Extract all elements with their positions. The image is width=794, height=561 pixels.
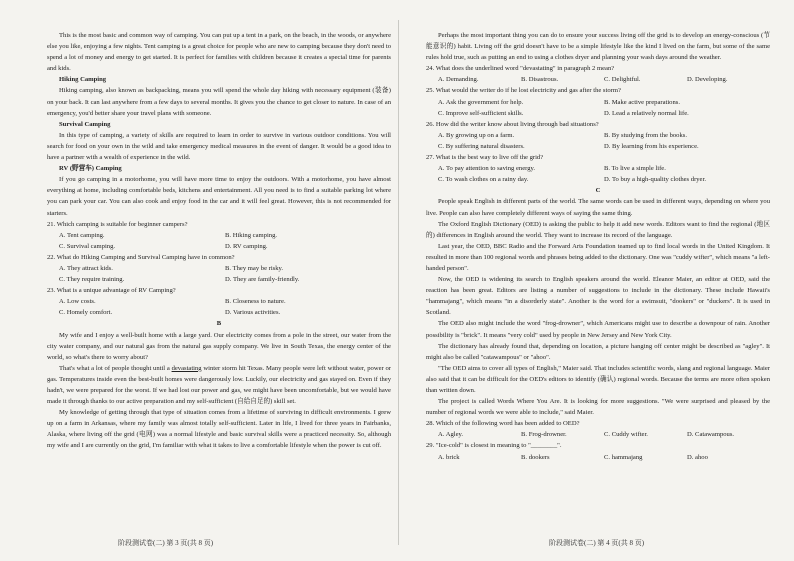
option: B. By studying from the books. xyxy=(604,131,687,139)
option: B. Closeness to nature. xyxy=(225,298,286,306)
option: A. Ask the government for help. xyxy=(438,98,524,106)
question-25-options xyxy=(426,97,770,119)
option: B. To live a simple life. xyxy=(604,165,666,173)
option: C. To wash clothes on a rainy day. xyxy=(438,176,529,184)
option: C. Cuddy wifter. xyxy=(604,431,648,439)
question-26-options xyxy=(426,130,770,152)
page-divider xyxy=(398,20,399,545)
hiking-paragraph: Hiking camping, also known as backpacking, means you will spend the whole day hiking with necessary equipment (装备) on your back. It can last anywhere from a few days to several months. It gives you the chance to get closer to nature. In case of an emergency, you'd better share your travel plans with someone. xyxy=(47,87,391,117)
c-paragraph-5: The OED also might include the word "frog-drowner", which Americans might use to describe a downpour of rain. Another possibility is "brick". It means "very cold" used by people in New Jersey and New York City. xyxy=(426,320,770,339)
question-26: 26. How did the writer know about living through bad situations? xyxy=(426,120,599,128)
option: B. Make active preparations. xyxy=(604,98,680,106)
c-paragraph-8: The project is called Words Where You Are. It is looking for more suggestions. "We were surprised and pleased by the number of regional words we were able to include," said Maier. xyxy=(426,398,770,417)
option: A. By growing up on a farm. xyxy=(438,131,515,139)
option: A. Agley. xyxy=(438,431,464,439)
option: D. Developing. xyxy=(687,76,728,84)
question-24-options xyxy=(426,74,770,85)
question-21: 21. Which camping is suitable for beginner campers? xyxy=(47,220,188,228)
option: A. They attract kids. xyxy=(59,264,113,272)
option: D. By learning from his experience. xyxy=(604,142,699,150)
intro-paragraph: This is the most basic and common way of camping. You can put up a tent in a park, on the beach, in the woods, or anywhere else you like, enjoying a few nights. Tent camping is a great choice for people who are new to camping because they don't need to spend a lot of money and energy to get started. It is perfect for families with children because it creates a special time for parents and kids. xyxy=(47,32,391,73)
question-23: 23. What is a unique advantage of RV Camping? xyxy=(47,287,176,295)
option: C. Delightful. xyxy=(604,76,641,84)
option: C. By suffering natural disasters. xyxy=(438,142,525,150)
page-3 xyxy=(47,30,391,452)
c-paragraph-3: Last year, the OED, BBC Radio and the Forward Arts Foundation teamed up to find local words in the United Kingdom. It resulted in more than 100 regional words and phrases being added to the dictionary. One was "cuddy wifter", which means "a left-handed person". xyxy=(426,242,770,272)
option: C. hammajang xyxy=(604,453,643,461)
question-21-options xyxy=(47,230,391,252)
option: A. Tent camping. xyxy=(59,231,105,239)
b-paragraph-3: My knowledge of getting through that type of situation comes from a lifetime of surviving in difficult environments. I grew up on a farm in Arkansas, where my family was almost totally self-sufficient. Later in life, I lived for three years in Fairbanks, Alaska, where living off the grid (电网) was a normal lifestyle and basic survival skills were a practiced necessity. So, although my wife and I are currently on the grid, I'm familiar with what it takes to live a comfortable lifestyle when the power is cut off. xyxy=(47,409,391,450)
option: A. Demanding. xyxy=(438,76,479,84)
option: C. They require training. xyxy=(59,276,125,284)
option: A. brick xyxy=(438,453,460,461)
survival-heading: Survival Camping xyxy=(59,120,111,128)
option: C. Homely comfort. xyxy=(59,309,113,317)
rv-paragraph: If you go camping in a motorhome, you will have more time to enjoy the outdoors. With a motorhome, you have almost everything at home, including comfortable beds, kitchens and entertainment. All you need is to find a suitable parking lot where you can park your car. You can also cook and enjoy food in the car and it will feel great. However, this is not recommended for starters. xyxy=(47,176,391,217)
c-paragraph-7: "The OED aims to cover all types of English," Maier said. That includes scientific words, slang and regional language. Maier also said that it can be difficult for the OED's editors to identify (确认) regional words. Because the terms are more often spoken than written down. xyxy=(426,364,770,394)
hiking-heading: Hiking Camping xyxy=(59,76,107,84)
option: B. They may be risky. xyxy=(225,264,284,272)
b-paragraph-2: That's what a lot of people thought until a devastating winter storm hit Texas. Many people were left without water, power or gas. Temperatures inside even the best-built homes were dangerously low. Luckily, our electricity and gas stayed on. Even if they hadn't, we were prepared for the worst. If we had lost our power and gas, we might have been uncomfortable, but we would have made it through thanks to our active preparation and my self-sufficient (自给自足的) skill set. xyxy=(47,364,391,406)
r-paragraph-1: Perhaps the most important thing you can do to ensure your success living off the grid is to develop an energy-conscious (节能意识的) habit. Living off the grid doesn't have to be a simple lifestyle like the kind I lived on the farm, but some of the same rules hold true, such as putting an end to using a clothes dryer and planning your wash days around the weather. xyxy=(426,32,770,62)
option: B. dookers xyxy=(521,453,550,461)
question-22: 22. What do Hiking Camping and Survival Camping have in common? xyxy=(47,253,235,261)
underlined-word: devastating xyxy=(171,364,202,372)
page-footer-left: 阶段测试卷(二) 第 3 页(共 8 页) xyxy=(118,539,214,547)
option: D. ahoo xyxy=(687,453,708,461)
option: D. Catawampous. xyxy=(687,431,735,439)
c-paragraph-1: People speak English in different parts of the world. The same words can be used in different ways, depending on where you live. People can also have completely different ways of saying the same thing. xyxy=(426,198,770,217)
c-paragraph-6: The dictionary has already found that, depending on location, a picture hanging off center might be described as "agley". It might also be called "catawampous" or "ahoo". xyxy=(426,342,770,361)
option: A. To pay attention to saving energy. xyxy=(438,165,536,173)
option: B. Frog-drowner. xyxy=(521,431,567,439)
b-paragraph-1: My wife and I enjoy a well-built home with a large yard. Our electricity comes from a pole in the street, our water from the city water company, and our natural gas from the natural gas supply company. We live in South Texas, the energy center of the world, so what's there to worry about? xyxy=(47,331,391,361)
page-footer-right: 阶段测试卷(二) 第 4 页(共 8 页) xyxy=(549,539,645,547)
rv-heading: RV (野营车) Camping xyxy=(59,165,122,173)
option: B. Disastrous. xyxy=(521,76,559,84)
question-28-options xyxy=(426,429,770,440)
option: D. Various activities. xyxy=(225,309,281,317)
c-paragraph-4: Now, the OED is widening its search to English speakers around the world. Eleanor Maier, an editor at OED, said the reaction has been great. Editors are listing a number of suggestions to include in the dictionary. These include Hawaii's "hammajang", which means "in a disorderly state". Another is the word for a swimsuit, "dookers" or "duckers". It is used in Scotland. xyxy=(426,276,770,317)
c-paragraph-2: The Oxford English Dictionary (OED) is asking the public to help it add new words. Editors want to find the regional (地区的) differences in English around the world. They want to increase its record of the language. xyxy=(426,220,770,239)
question-22-options xyxy=(47,263,391,285)
question-29-options xyxy=(426,452,770,463)
option: D. RV camping. xyxy=(225,242,268,250)
question-23-options xyxy=(47,296,391,318)
question-27: 27. What is the best way to live off the grid? xyxy=(426,154,544,162)
question-25: 25. What would the writer do if he lost electricity and gas after the storm? xyxy=(426,87,621,95)
option: D. Lead a relatively normal life. xyxy=(604,109,689,117)
section-b-heading: B xyxy=(216,320,222,328)
option: A. Low costs. xyxy=(59,298,96,306)
question-24: 24. What does the underlined word "devastating" in paragraph 2 mean? xyxy=(426,65,615,73)
question-28: 28. Which of the following word has been added to OED? xyxy=(426,420,580,428)
question-27-options xyxy=(426,163,770,185)
page-4 xyxy=(426,30,770,463)
option: C. Survival camping. xyxy=(59,242,116,250)
option: D. To buy a high-quality clothes dryer. xyxy=(604,176,706,184)
option: D. They are family-friendly. xyxy=(225,276,300,284)
option: C. Improve self-sufficient skills. xyxy=(438,109,524,117)
question-29: 29. "Ice-cold" is closest in meaning to "________". xyxy=(426,442,562,450)
section-c-heading: C xyxy=(595,187,601,195)
survival-paragraph: In this type of camping, a variety of skills are required to learn in order to survive in various outdoor conditions. You will search for food on your own in the wild and take emergency medical measures in the event of danger. It would be a good idea to have a partner with a wealth of experience in the wild. xyxy=(47,131,391,162)
option: B. Hiking camping. xyxy=(225,231,278,239)
